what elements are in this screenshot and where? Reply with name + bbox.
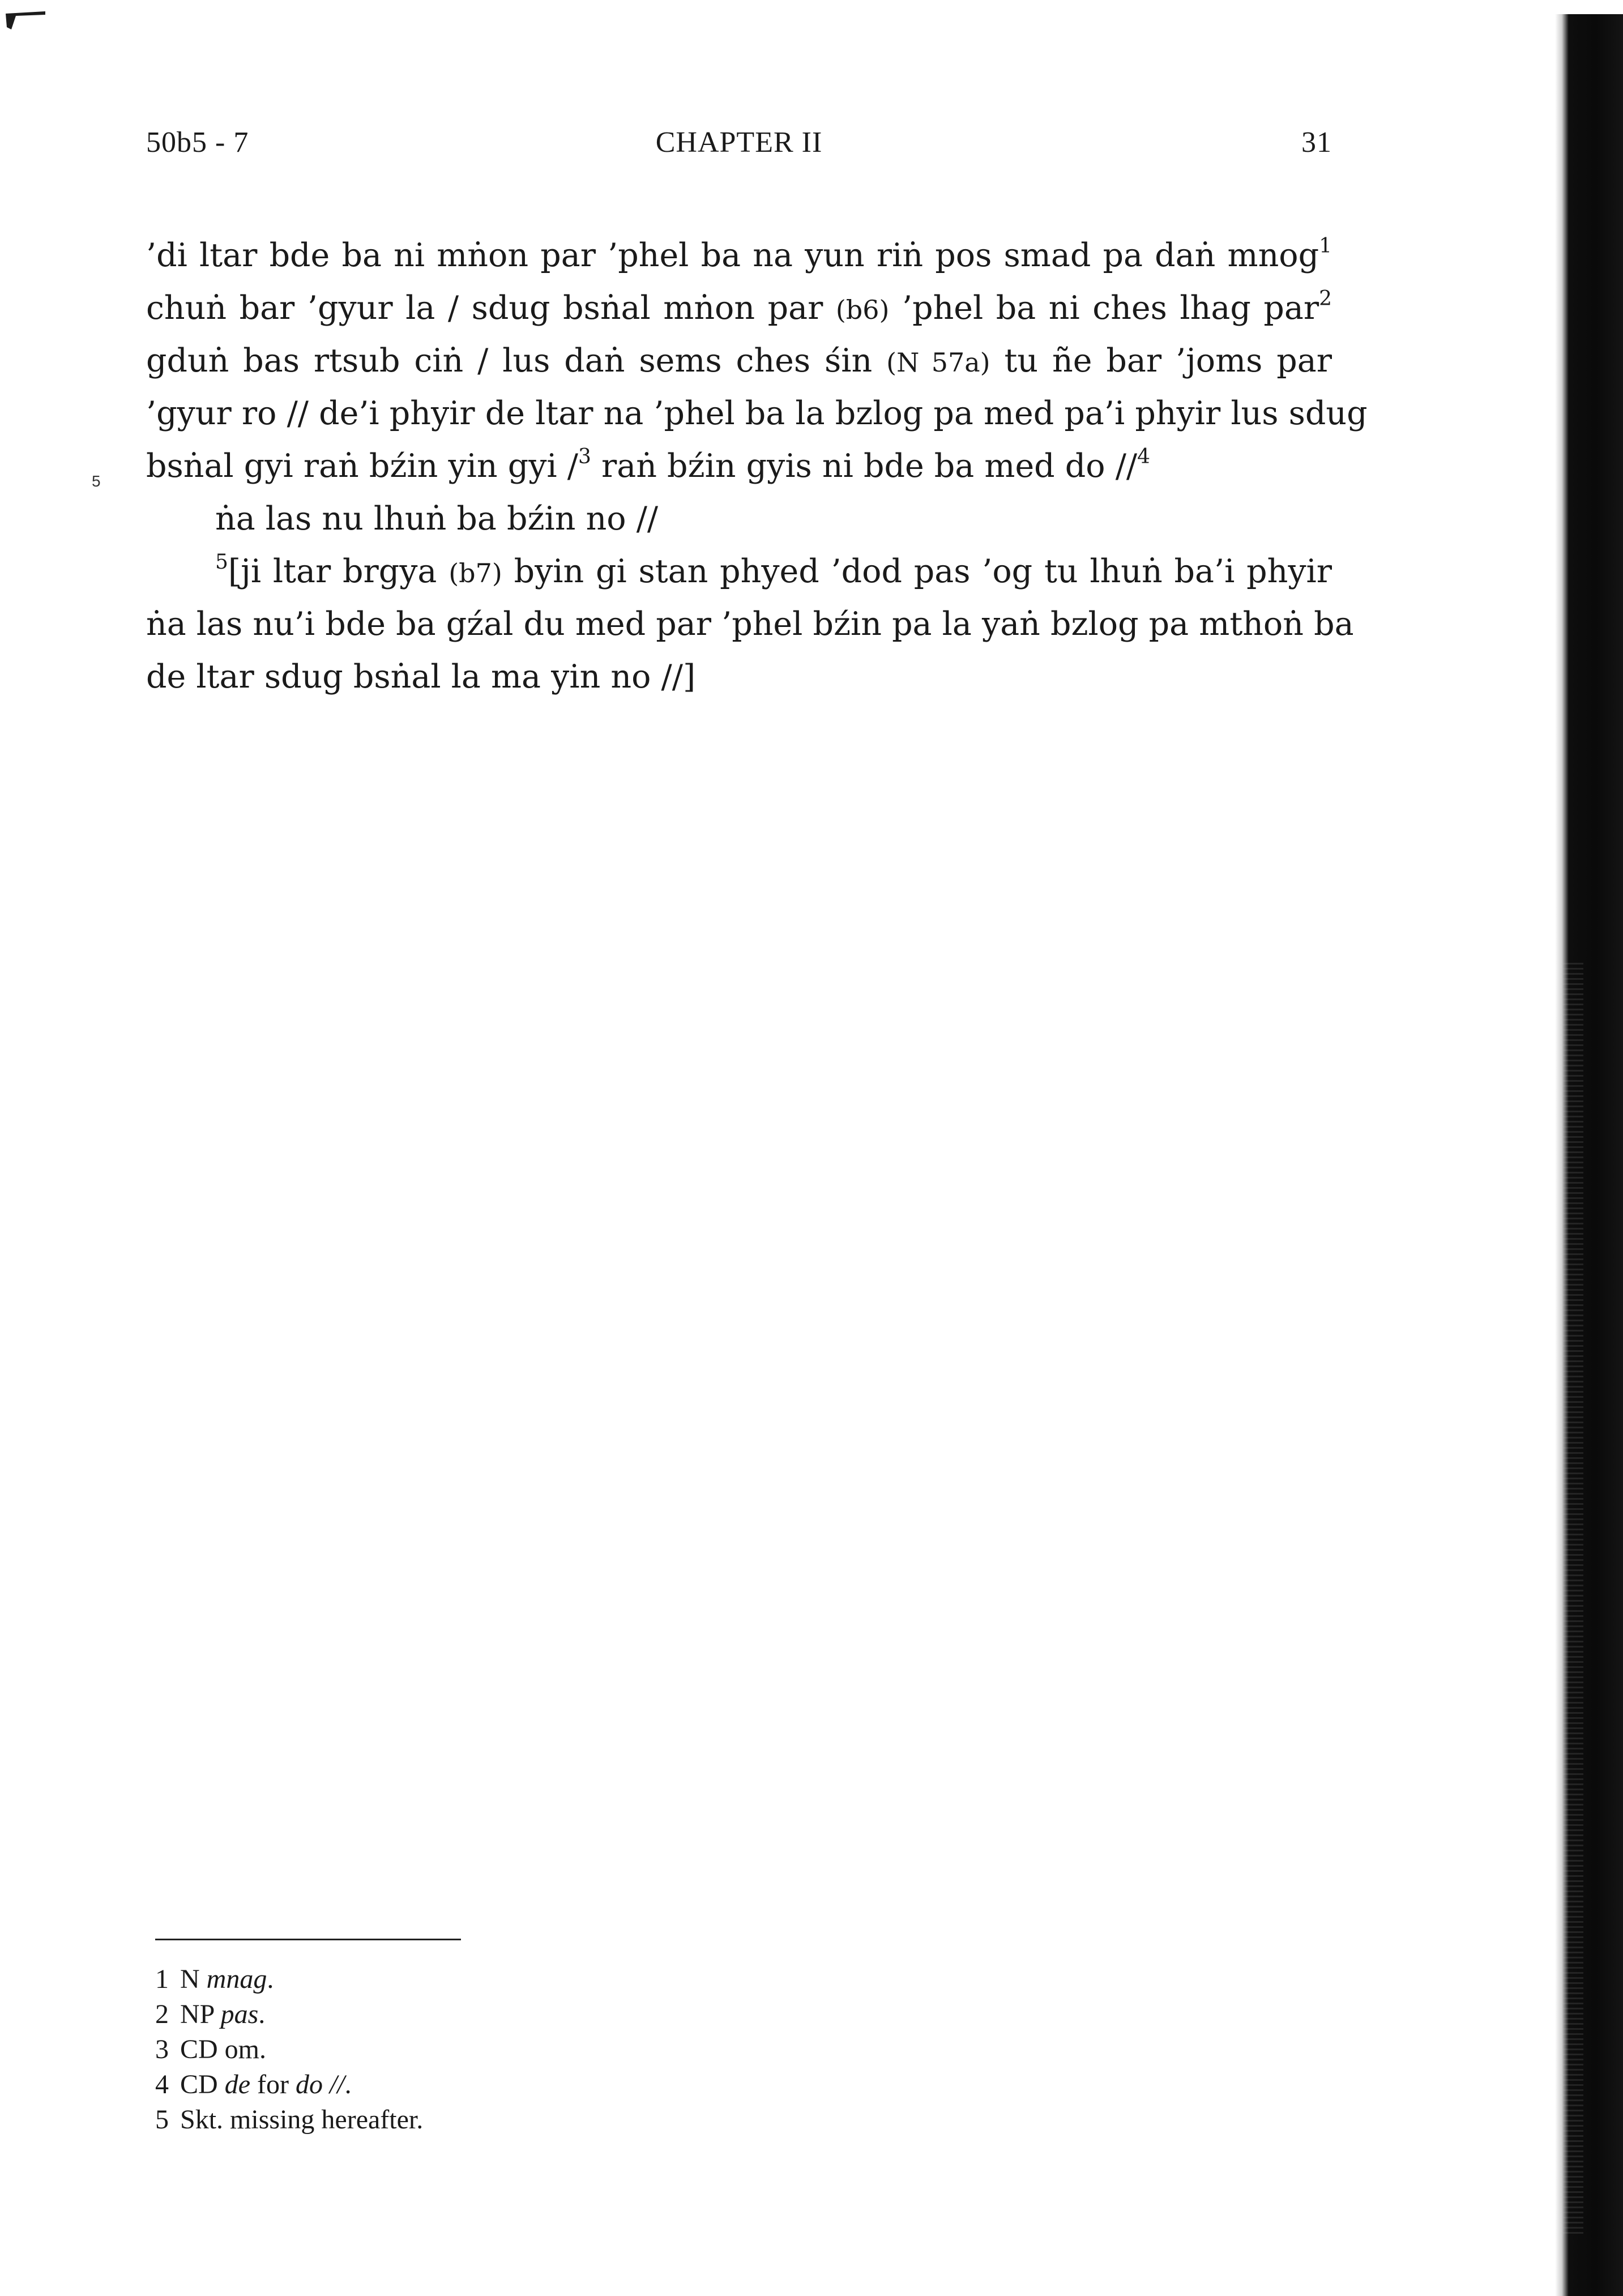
footnote-number: 4 bbox=[155, 2069, 169, 2099]
footnotes bbox=[155, 1962, 423, 2137]
chapter-title: CHAPTER II bbox=[655, 126, 823, 159]
folio-reference: 50b5 - 7 bbox=[146, 126, 249, 159]
text-line-2 bbox=[146, 282, 1332, 335]
text-line-1-content: ’di ltar bde ba ni mṅon par ’phel ba na yun riṅ pos smad pa daṅ mnog bbox=[146, 237, 1319, 274]
footnote-marker-3: 3 bbox=[578, 445, 591, 468]
footnote-number: 2 bbox=[155, 1999, 169, 2029]
footnote-number: 1 bbox=[155, 1964, 169, 1994]
footnote-text-end: . bbox=[344, 2069, 352, 2099]
text-line-3 bbox=[146, 335, 1332, 387]
text-line-3-part-b: tu ñe bar ’joms par bbox=[990, 342, 1332, 379]
text-line-2-part-a: chuṅ bar ’gyur la / sdug bsṅal mṅon par bbox=[146, 289, 836, 327]
folio-ref-n57a: (N 57a) bbox=[886, 347, 990, 378]
footnote-italic: mnag bbox=[206, 1964, 267, 1994]
footnote-text: NP bbox=[180, 1999, 221, 2029]
footnote-italic: pas bbox=[220, 1999, 259, 2029]
main-text bbox=[146, 229, 1368, 703]
text-line-6-content: ṅa las nu lhuṅ ba bźin no // bbox=[215, 500, 659, 537]
footnote-number: 3 bbox=[155, 2034, 169, 2064]
footnote-text-mid: for bbox=[250, 2069, 296, 2099]
footnote-text: Skt. missing hereafter. bbox=[180, 2105, 424, 2135]
footnote-marker-4: 4 bbox=[1137, 445, 1151, 468]
footnote-5 bbox=[155, 2102, 423, 2137]
text-line-8-content: ṅa las nu’i bde ba gźal du med par ’phel bźin pa la yaṅ bzlog pa mthoṅ ba bbox=[146, 605, 1354, 643]
margin-line-number: 5 bbox=[92, 472, 101, 490]
text-line-7 bbox=[146, 545, 1332, 598]
text-line-5-part-a: bsṅal gyi raṅ bźin yin gyi / bbox=[146, 447, 578, 485]
text-line-5 bbox=[146, 440, 1332, 493]
text-line-6 bbox=[146, 493, 1332, 545]
footnote-2 bbox=[155, 1997, 423, 2032]
folio-ref-b7: (b7) bbox=[449, 558, 502, 588]
footnote-3 bbox=[155, 2032, 423, 2067]
footnote-italic: de bbox=[224, 2069, 250, 2099]
text-line-8 bbox=[146, 598, 1354, 651]
footnote-marker-5: 5 bbox=[215, 550, 228, 574]
text-line-4-content: ’gyur ro // de’i phyir de ltar na ’phel ba la bzlog pa med pa’i phyir lus sdug bbox=[146, 395, 1368, 432]
folio-ref-b6: (b6) bbox=[835, 295, 890, 325]
footnote-text-end: . bbox=[267, 1964, 274, 1994]
text-line-9-content: de ltar sdug bsṅal la ma yin no //] bbox=[146, 658, 696, 695]
footnote-text-end: . bbox=[258, 1999, 266, 2029]
text-line-7-part-a: [ji ltar brgya bbox=[228, 553, 449, 590]
footnote-text: CD om. bbox=[180, 2034, 267, 2064]
footnote-1 bbox=[155, 1962, 423, 1997]
footnote-marker-2: 2 bbox=[1319, 287, 1332, 310]
text-line-5-part-b: raṅ bźin gyis ni bde ba med do // bbox=[591, 447, 1138, 485]
footnote-separator bbox=[155, 1939, 461, 1940]
footnote-number: 5 bbox=[155, 2105, 169, 2135]
footnote-4 bbox=[155, 2067, 423, 2102]
text-line-4 bbox=[146, 387, 1368, 440]
footnote-text: N bbox=[180, 1964, 207, 1994]
text-line-7-part-b: byin gi stan phyed ’dod pas ’og tu lhuṅ ba’i phyir bbox=[502, 553, 1332, 590]
text-line-1 bbox=[146, 229, 1332, 282]
text-line-3-part-a: gduṅ bas rtsub ciṅ / lus daṅ sems ches śin bbox=[146, 342, 887, 379]
text-line-9 bbox=[146, 651, 1332, 703]
scan-corner-mark bbox=[6, 10, 45, 31]
footnote-text: CD bbox=[180, 2069, 225, 2099]
running-head bbox=[146, 126, 1332, 165]
footnote-marker-1: 1 bbox=[1319, 234, 1332, 258]
footnote-italic-2: do // bbox=[295, 2069, 345, 2099]
page-number: 31 bbox=[1301, 126, 1332, 159]
page-edge-texture bbox=[1561, 963, 1583, 2237]
text-line-2-part-b: ’phel ba ni ches lhag par bbox=[889, 289, 1319, 327]
